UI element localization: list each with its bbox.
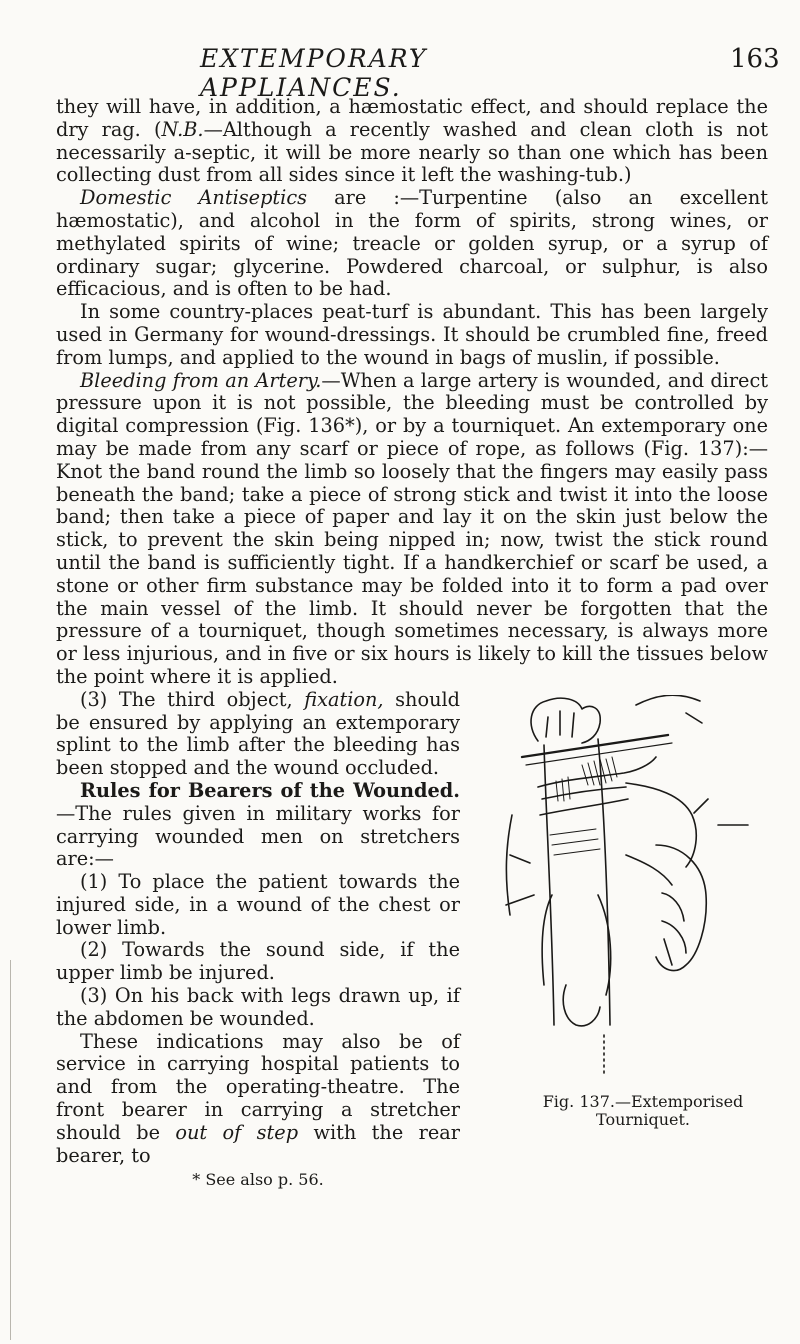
figure-caption (538, 1093, 748, 1129)
footnote: * See also p. 56. (192, 1170, 324, 1190)
caption-line: Fig. 137.—Extemporised (542, 1091, 744, 1111)
text-run: they will have, in addition, a hæmostatic effect, and should replace the dry rag. ( (56, 95, 768, 141)
paragraph-peat-turf: In some country-places peat-turf is abundant. This has been largely used in Germany for wound-dressings. It should be crumbled fine, freed from lumps, and applied to the wound in bags of muslin, if possible. (56, 300, 768, 369)
paragraph-domestic-antiseptics (56, 187, 768, 301)
section-heading: Bleeding from an Artery. (80, 368, 322, 392)
text-run: with the rear bearer, to (56, 1120, 460, 1167)
page-number: 163 (730, 44, 780, 74)
body-text (56, 96, 768, 1200)
caption-line: Tourniquet. (596, 1109, 690, 1129)
text-run: are :—Turpentine (also an excellent hæmostatic), and alcohol in the form of spirits, strong wines, or methylated spirits of wine; treacle or golden syrup, or a syrup of ordinary sugar; glycerine. Powdered charcoal, or sulphur, is also efficacious, and is often to be had. (56, 186, 768, 301)
nb-note: N.B. (161, 117, 204, 141)
text-run: These indications may also be of service in carrying hospital patients to and from the operating-theatre. The front bearer in carrying a stretcher should be (56, 1029, 460, 1144)
figure-tourniquet (474, 695, 768, 1198)
emphasis: fixation, (304, 687, 384, 711)
paragraph-artery-bleeding (56, 370, 768, 689)
text-run: —Although a recently washed and clean cloth is not necessarily a-septic, it will be more nearly so than one which has been collecting dust from all sides since it left the washing-tub.) (56, 117, 768, 187)
text-run: (3) The third object, (80, 687, 305, 711)
tourniquet-illustration (486, 695, 756, 1075)
rule-item-3: (3) On his back with legs drawn up, if the abdomen be wounded. (56, 984, 460, 1030)
rule-item-2: (2) Towards the sound side, if the upper limb be injured. (56, 938, 460, 985)
emphasis: out of step (175, 1120, 299, 1144)
text-run: should be ensured by applying an extemporary splint to the limb after the bleeding has been stopped and the wound occluded. (56, 687, 460, 780)
text-run: —The rules given in military works for carrying wounded men on stretchers are:— (56, 801, 460, 871)
page-edge-line (10, 960, 11, 1340)
paragraph-hemostatic (56, 96, 768, 187)
running-header: EXTEMPORARY APPLIANCES. (200, 44, 428, 102)
section-heading: Domestic Antiseptics (80, 186, 308, 210)
text-run: —When a large artery is wounded, and direct pressure upon it is not possible, the bleeding must be controlled by digital compression (Fig. 136*), or by a tourniquet. An extemporary one may be made from any scarf or piece of rope, as follows (Fig. 137):—Knot the band round the limb so loosely that the fingers may easily pass beneath the band; take a piece of strong stick and twist it into the loose band; then take a piece of paper and lay it on the skin just below the stick, to prevent the skin being nipped in; now, twist the stick round until the band is sufficiently tight. If a handkerchief or scarf be used, a stone or other firm substance may be folded into it to form a pad over the main vessel of the limb. It should never be forgotten that the pressure of a tourniquet, though sometimes necessary, is always more or less injurious, and in five or six hours is likely to kill the tissues below the point where it is applied. (56, 368, 768, 688)
rule-item-1: (1) To place the patient towards the injured side, in a wound of the chest or lower limb. (56, 870, 460, 939)
section-heading: Rules for Bearers of the Wounded. (80, 778, 460, 802)
